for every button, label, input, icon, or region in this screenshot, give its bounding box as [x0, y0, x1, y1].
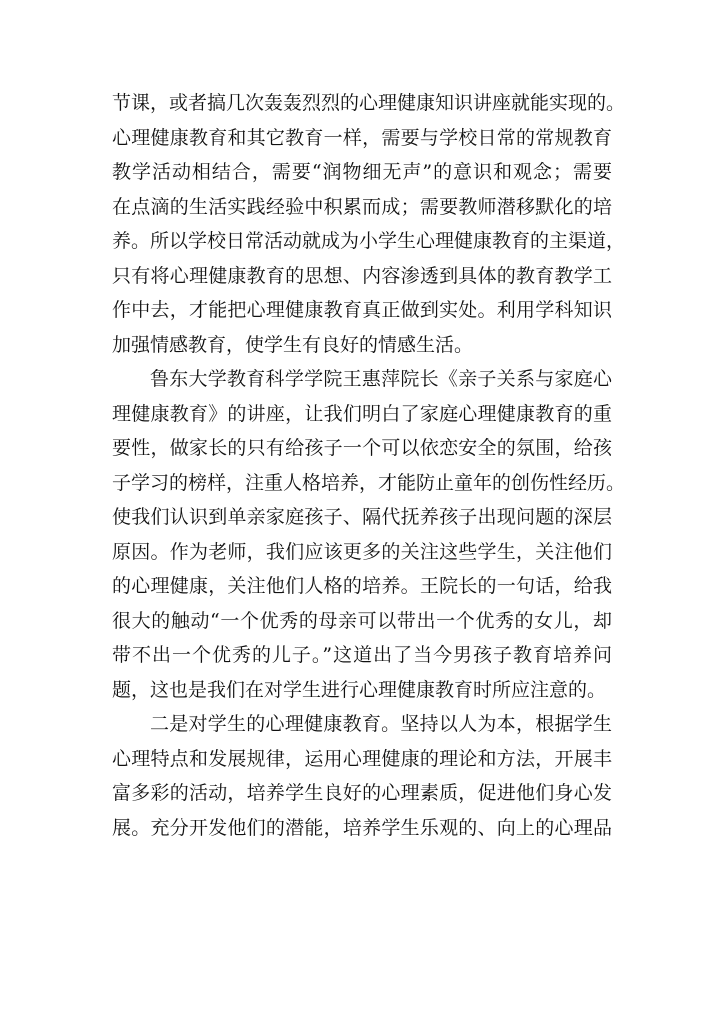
text-line: 很大的触动“一个优秀的母亲可以带出一个优秀的女儿，却	[112, 609, 612, 632]
paragraph-1	[112, 86, 626, 362]
text-line: 心理特点和发展规律，运用心理健康的理论和方法，开展丰	[112, 747, 612, 770]
text-line: 题，这也是我们在对学生进行心理健康教育时所应注意的。	[112, 678, 607, 701]
text-line: 要性，做家长的只有给孩子一个可以依恋安全的氛围，给孩	[112, 437, 612, 459]
text-line: 只有将心理健康教育的思想、内容渗透到具体的教育教学工	[112, 264, 612, 287]
text-line: 的心理健康，关注他们人格的培养。王院长的一句话，给我	[112, 575, 612, 597]
text-line: 子学习的榜样，注重人格培养，才能防止童年的创伤性经历。	[112, 471, 626, 494]
text-line: 使我们认识到单亲家庭孩子、隔代抚养孩子出现问题的深层	[112, 506, 612, 528]
text-line: 作中去，才能把心理健康教育真正做到实处。利用学科知识	[112, 299, 612, 321]
text-line: 养。所以学校日常活动就成为小学生心理健康教育的主渠道，	[112, 230, 626, 252]
text-line: 富多彩的活动，培养学生良好的心理素质，促进他们身心发	[112, 782, 612, 804]
text-line: 加强情感教育，使学生有良好的情感生活。	[112, 333, 474, 356]
text-line: 理健康教育》的讲座，让我们明白了家庭心理健康教育的重	[112, 402, 612, 425]
text-line: 节课，或者搞几次轰轰烈烈的心理健康知识讲座就能实现的。	[112, 92, 626, 114]
text-line: 带不出一个优秀的儿子。”这道出了当今男孩子教育培养问	[112, 644, 612, 666]
text-line: 心理健康教育和其它教育一样，需要与学校日常的常规教育	[112, 126, 612, 149]
text-line: 在点滴的生活实践经验中积累而成；需要教师潜移默化的培	[112, 195, 612, 218]
text-line: 展。充分开发他们的潜能，培养学生乐观的、向上的心理品	[112, 816, 612, 839]
text-line: 鲁东大学教育科学学院王惠萍院长《亲子关系与家庭心	[150, 368, 612, 390]
paragraph-3	[112, 707, 612, 845]
text-line: 原因。作为老师，我们应该更多的关注这些学生，关注他们	[112, 540, 612, 563]
text-line: 教学活动相结合，需要“润物细无声”的意识和观念；需要	[112, 161, 612, 183]
document-body	[112, 86, 626, 845]
text-line: 二是对学生的心理健康教育。坚持以人为本，根据学生	[150, 713, 612, 735]
paragraph-2	[112, 362, 626, 707]
